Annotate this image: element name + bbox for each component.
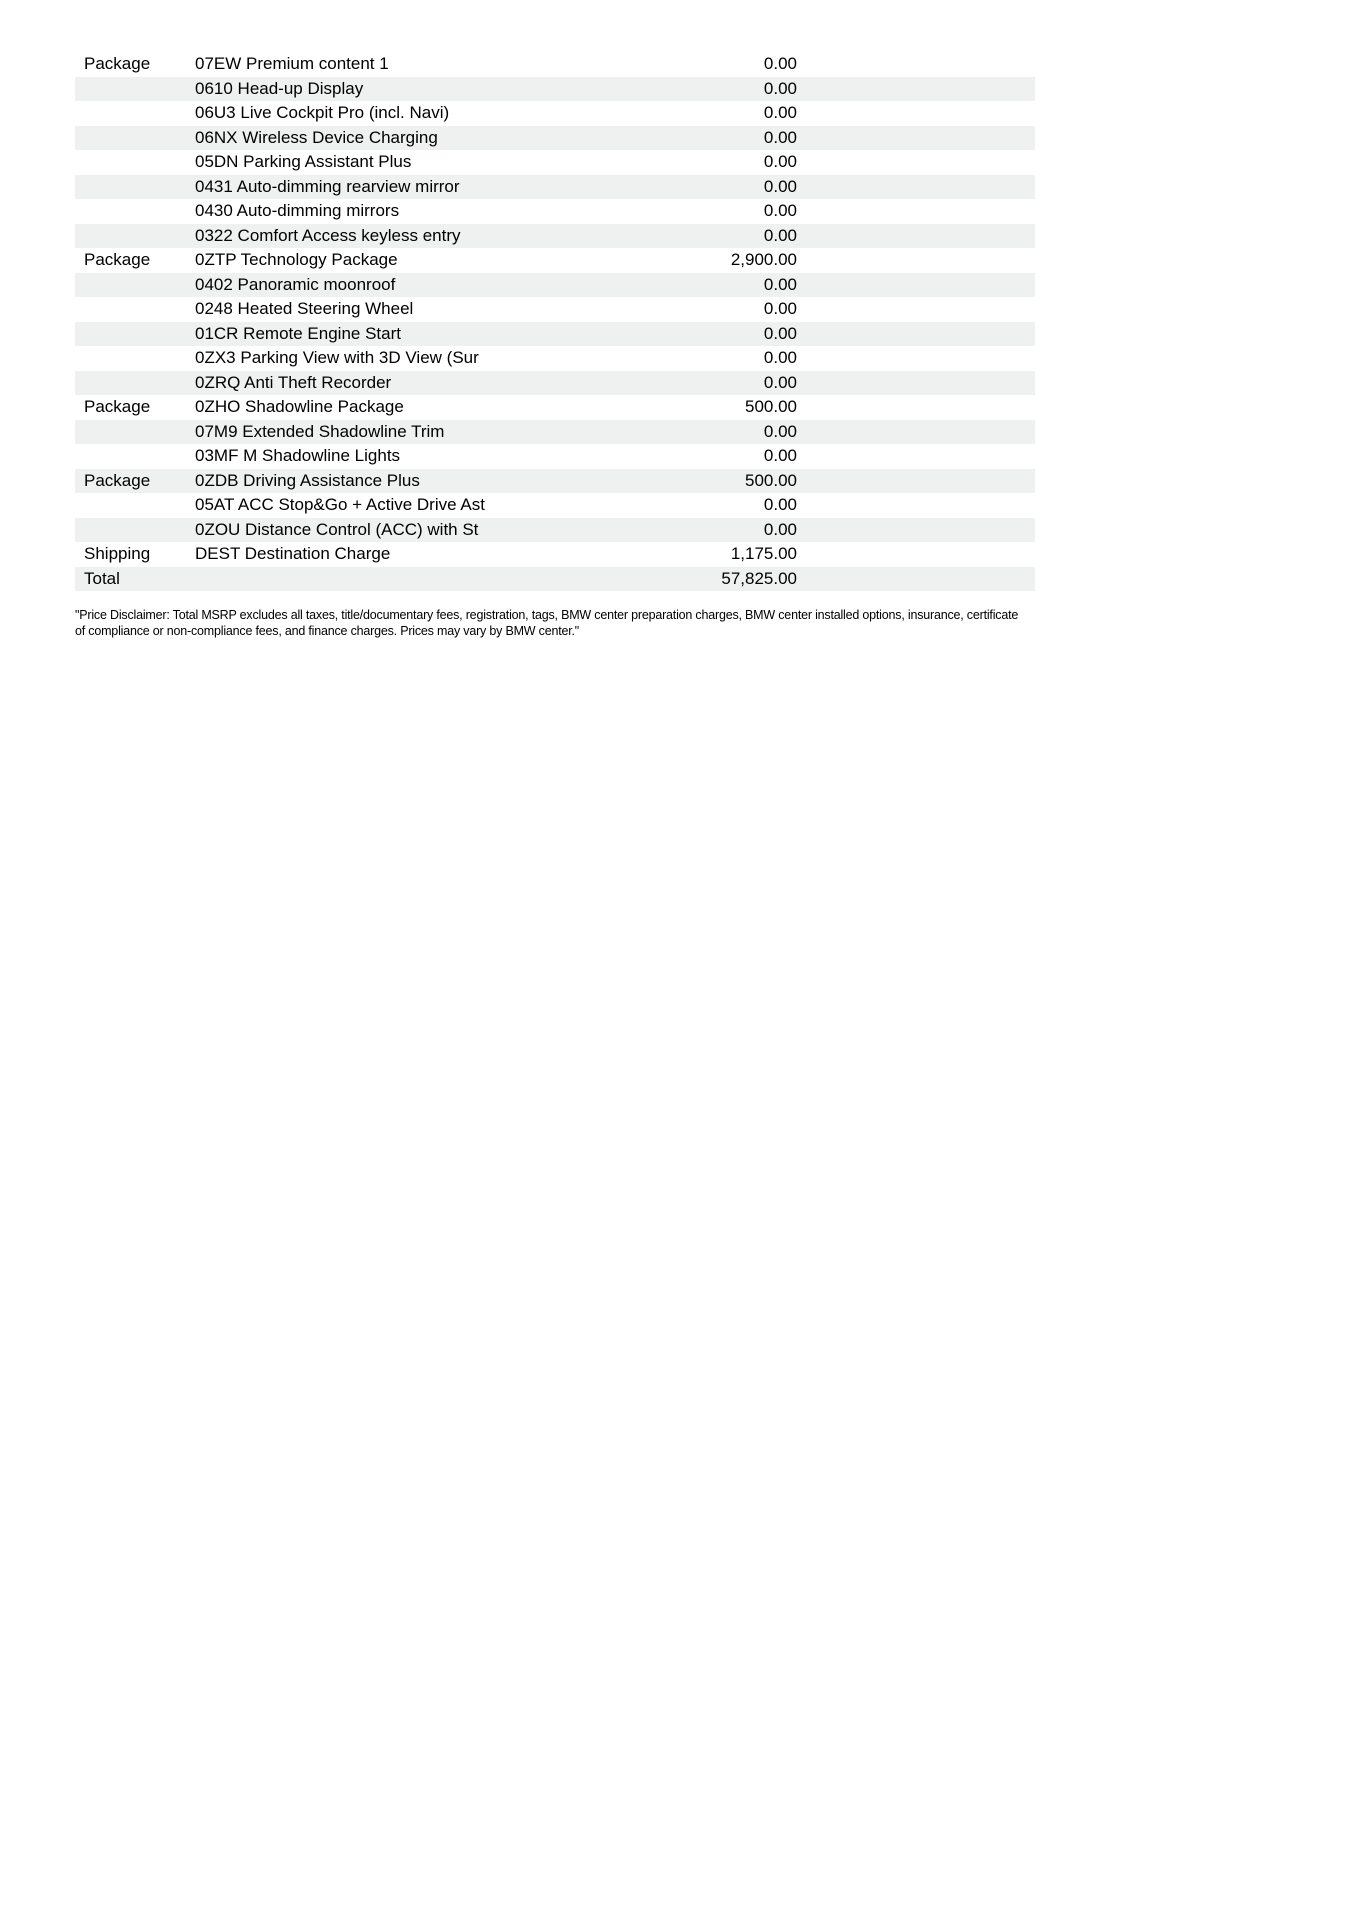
- row-category-cell: [75, 199, 195, 224]
- row-filler-cell: [797, 493, 1035, 518]
- row-category-cell: Package: [84, 54, 151, 73]
- row-description-cell: 0ZOU Distance Control (ACC) with St: [195, 519, 479, 539]
- table-row: [75, 420, 1035, 445]
- row-description-cell: DEST Destination Charge: [195, 544, 391, 563]
- row-description-cell: 05DN Parking Assistant Plus: [195, 152, 412, 171]
- row-description-cell: 0431 Auto-dimming rearview mirror: [195, 176, 460, 196]
- row-price-cell: 0.00: [763, 299, 797, 318]
- row-filler-cell: [797, 395, 1035, 420]
- row-category-cell: Package: [84, 397, 151, 416]
- table-row: [75, 444, 1035, 469]
- row-filler-cell: [797, 420, 1035, 445]
- row-price-cell: 0.00: [763, 103, 797, 122]
- row-description-cell: 0ZX3 Parking View with 3D View (Sur: [195, 348, 479, 367]
- row-category-cell: [75, 420, 195, 445]
- row-price-cell: 1,175.00: [730, 544, 797, 563]
- table-row: [75, 542, 1035, 567]
- row-description-cell: 07EW Premium content 1: [195, 54, 389, 73]
- row-category-cell: [75, 518, 195, 543]
- table-row: [75, 224, 1035, 249]
- row-description-cell: 0248 Heated Steering Wheel: [195, 299, 414, 318]
- row-filler-cell: [797, 322, 1035, 347]
- row-filler-cell: [797, 346, 1035, 371]
- row-description-cell: 0ZTP Technology Package: [195, 250, 398, 269]
- row-filler-cell: [797, 126, 1035, 151]
- table-row: [75, 101, 1035, 126]
- row-filler-cell: [797, 224, 1035, 249]
- row-price-cell: 0.00: [763, 152, 797, 171]
- row-category-cell: [75, 297, 195, 322]
- row-filler-cell: [797, 297, 1035, 322]
- row-category-cell: [75, 444, 195, 469]
- table-row: [75, 567, 1035, 592]
- row-filler-cell: [797, 542, 1035, 567]
- row-price-cell: 0.00: [763, 372, 797, 392]
- row-price-cell: 500.00: [745, 470, 797, 490]
- row-description-cell: 03MF M Shadowline Lights: [195, 446, 401, 465]
- row-category-cell: [75, 371, 195, 396]
- row-description-cell: 0ZRQ Anti Theft Recorder: [195, 372, 392, 392]
- row-category-cell: Package: [84, 470, 151, 490]
- row-category-cell: [75, 493, 195, 518]
- table-row: [75, 371, 1035, 396]
- row-filler-cell: [797, 52, 1035, 77]
- row-price-cell: 57,825.00: [721, 568, 797, 588]
- row-price-cell: 0.00: [763, 274, 797, 294]
- row-category-cell: [75, 346, 195, 371]
- table-row: [75, 493, 1035, 518]
- row-filler-cell: [797, 101, 1035, 126]
- table-row: [75, 77, 1035, 102]
- row-description-cell: 0430 Auto-dimming mirrors: [195, 201, 400, 220]
- row-price-cell: 0.00: [763, 78, 797, 98]
- row-description-cell: 06NX Wireless Device Charging: [195, 127, 438, 147]
- row-price-cell: 0.00: [763, 54, 797, 73]
- table-row: [75, 297, 1035, 322]
- row-filler-cell: [797, 567, 1035, 592]
- row-price-cell: 0.00: [763, 421, 797, 441]
- row-category-cell: Total: [84, 568, 120, 588]
- table-row: [75, 518, 1035, 543]
- row-filler-cell: [797, 469, 1035, 494]
- price-disclaimer: "Price Disclaimer: Total MSRP excludes all taxes, title/documentary fees, registration, tags, BMW center preparation charges, BMW center installed options, insurance, certificate of compliance or non-compliance fees, and finance charges. Prices may vary by BMW center.": [75, 608, 1019, 638]
- row-category-cell: Shipping: [84, 544, 151, 563]
- row-category-cell: [75, 273, 195, 298]
- row-description-cell: [195, 567, 653, 592]
- table-row: [75, 395, 1035, 420]
- row-description-cell: 0ZHO Shadowline Package: [195, 397, 404, 416]
- table-row: [75, 346, 1035, 371]
- row-price-cell: 0.00: [763, 495, 797, 514]
- table-row: [75, 273, 1035, 298]
- row-filler-cell: [797, 273, 1035, 298]
- row-description-cell: 06U3 Live Cockpit Pro (incl. Navi): [195, 103, 450, 122]
- table-row: [75, 175, 1035, 200]
- row-description-cell: 0402 Panoramic moonroof: [195, 274, 396, 294]
- table-row: [75, 322, 1035, 347]
- row-category-cell: [75, 77, 195, 102]
- table-row: [75, 469, 1035, 494]
- row-category-cell: [75, 175, 195, 200]
- row-filler-cell: [797, 199, 1035, 224]
- row-category-cell: [75, 101, 195, 126]
- row-description-cell: 01CR Remote Engine Start: [195, 323, 401, 343]
- row-price-cell: 0.00: [763, 201, 797, 220]
- table-row: [75, 52, 1035, 77]
- row-category-cell: [75, 322, 195, 347]
- row-price-cell: 0.00: [763, 323, 797, 343]
- row-category-cell: Package: [84, 250, 151, 269]
- row-description-cell: 0ZDB Driving Assistance Plus: [195, 470, 420, 490]
- row-description-cell: 05AT ACC Stop&Go + Active Drive Ast: [195, 495, 485, 514]
- table-row: [75, 248, 1035, 273]
- row-price-cell: 500.00: [745, 397, 797, 416]
- row-filler-cell: [797, 150, 1035, 175]
- row-price-cell: 0.00: [763, 176, 797, 196]
- row-price-cell: 2,900.00: [730, 250, 797, 269]
- row-filler-cell: [797, 77, 1035, 102]
- price-table: [75, 52, 1035, 591]
- row-category-cell: [75, 224, 195, 249]
- row-filler-cell: [797, 175, 1035, 200]
- row-description-cell: 0610 Head-up Display: [195, 78, 364, 98]
- row-filler-cell: [797, 444, 1035, 469]
- row-category-cell: [75, 150, 195, 175]
- row-filler-cell: [797, 518, 1035, 543]
- row-price-cell: 0.00: [763, 348, 797, 367]
- row-price-cell: 0.00: [763, 519, 797, 539]
- row-filler-cell: [797, 371, 1035, 396]
- row-filler-cell: [797, 248, 1035, 273]
- table-row: [75, 150, 1035, 175]
- table-row: [75, 199, 1035, 224]
- table-row: [75, 126, 1035, 151]
- row-category-cell: [75, 126, 195, 151]
- row-price-cell: 0.00: [763, 446, 797, 465]
- row-price-cell: 0.00: [763, 225, 797, 245]
- row-description-cell: 0322 Comfort Access keyless entry: [195, 225, 461, 245]
- row-price-cell: 0.00: [763, 127, 797, 147]
- row-description-cell: 07M9 Extended Shadowline Trim: [195, 421, 445, 441]
